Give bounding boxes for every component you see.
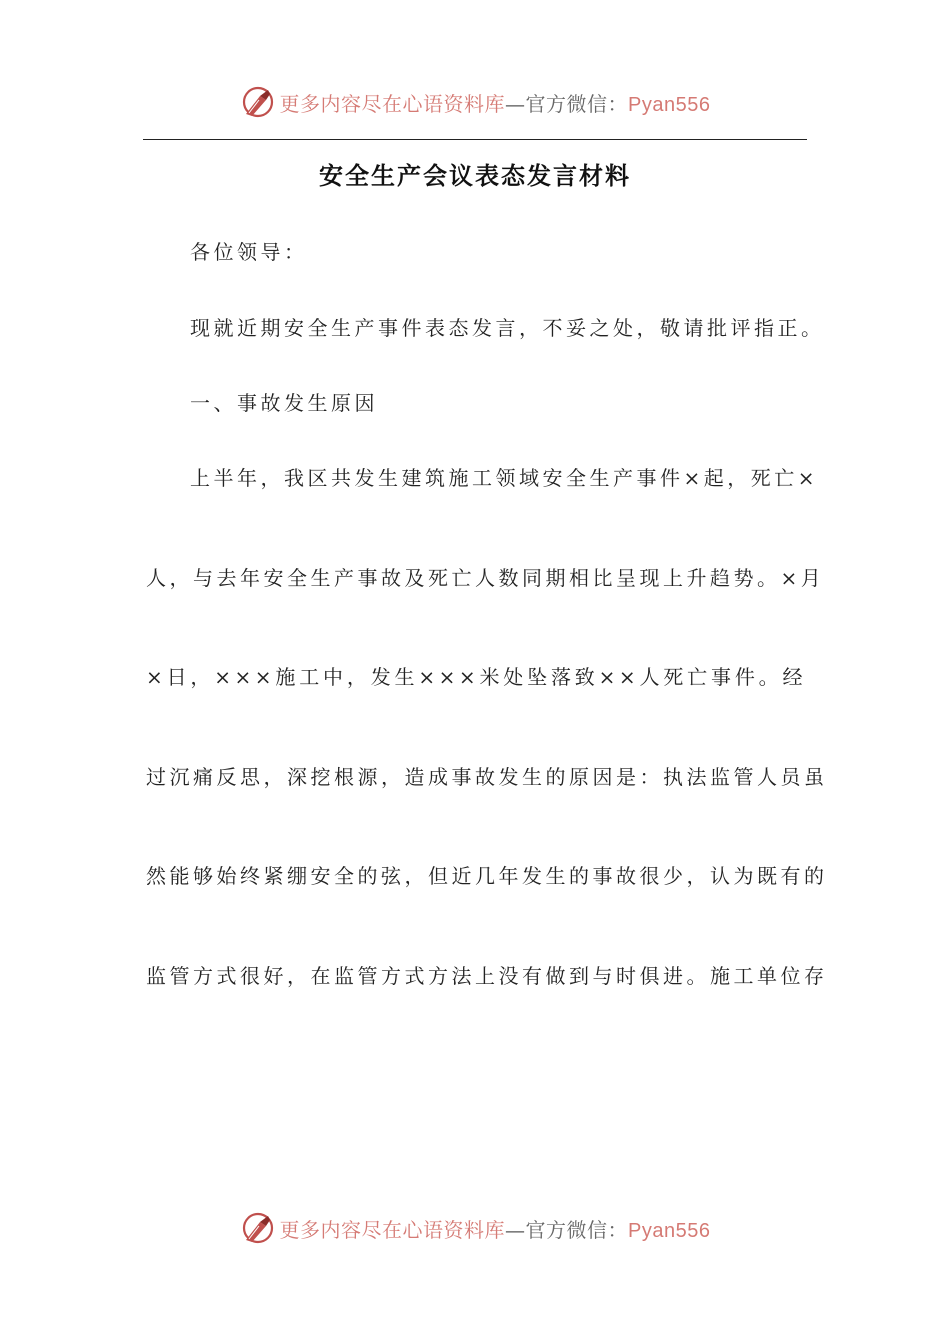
- body-line: ×日，×××施工中，发生×××米处坠落致××人死亡事件。经: [146, 665, 806, 689]
- body-line: 过沉痛反思，深挖根源，造成事故发生的原因是：执法监管人员虽: [146, 765, 828, 789]
- header-wechat-label: 官方微信：: [525, 91, 629, 116]
- header-wechat-id: Pyan556: [628, 93, 711, 116]
- document-title: 安全生产会议表态发言材料: [319, 161, 631, 190]
- footer-dash: —: [505, 1217, 526, 1242]
- section-heading-1: 一、事故发生原因: [190, 391, 378, 415]
- body-line: 上半年，我区共发生建筑施工领域安全生产事件×起，死亡×: [190, 466, 819, 490]
- pen-nib-logo-icon: [240, 84, 276, 120]
- header-banner: [0, 84, 950, 120]
- pen-nib-logo-icon: [240, 1210, 276, 1246]
- footer-wechat-label: 官方微信：: [525, 1217, 629, 1242]
- header-divider: [143, 139, 807, 140]
- header-text: [280, 88, 711, 117]
- footer-library: 更多内容尽在心语资料库: [279, 1217, 506, 1242]
- body-line: 监管方式很好，在监管方式方法上没有做到与时俱进。施工单位存: [146, 964, 828, 988]
- footer-banner: [0, 1210, 950, 1246]
- header-dash: —: [505, 91, 526, 116]
- body-line: 然能够始终紧绷安全的弦，但近几年发生的事故很少，认为既有的: [146, 864, 828, 888]
- footer-text: [280, 1214, 711, 1243]
- intro-paragraph: 现就近期安全生产事件表态发言，不妥之处，敬请批评指正。: [190, 316, 825, 340]
- salutation: 各位领导：: [190, 240, 308, 264]
- body-line: 人，与去年安全生产事故及死亡人数同期相比呈现上升趋势。×月: [146, 566, 825, 590]
- header-library: 更多内容尽在心语资料库: [279, 91, 506, 116]
- footer-wechat-id: Pyan556: [628, 1219, 711, 1242]
